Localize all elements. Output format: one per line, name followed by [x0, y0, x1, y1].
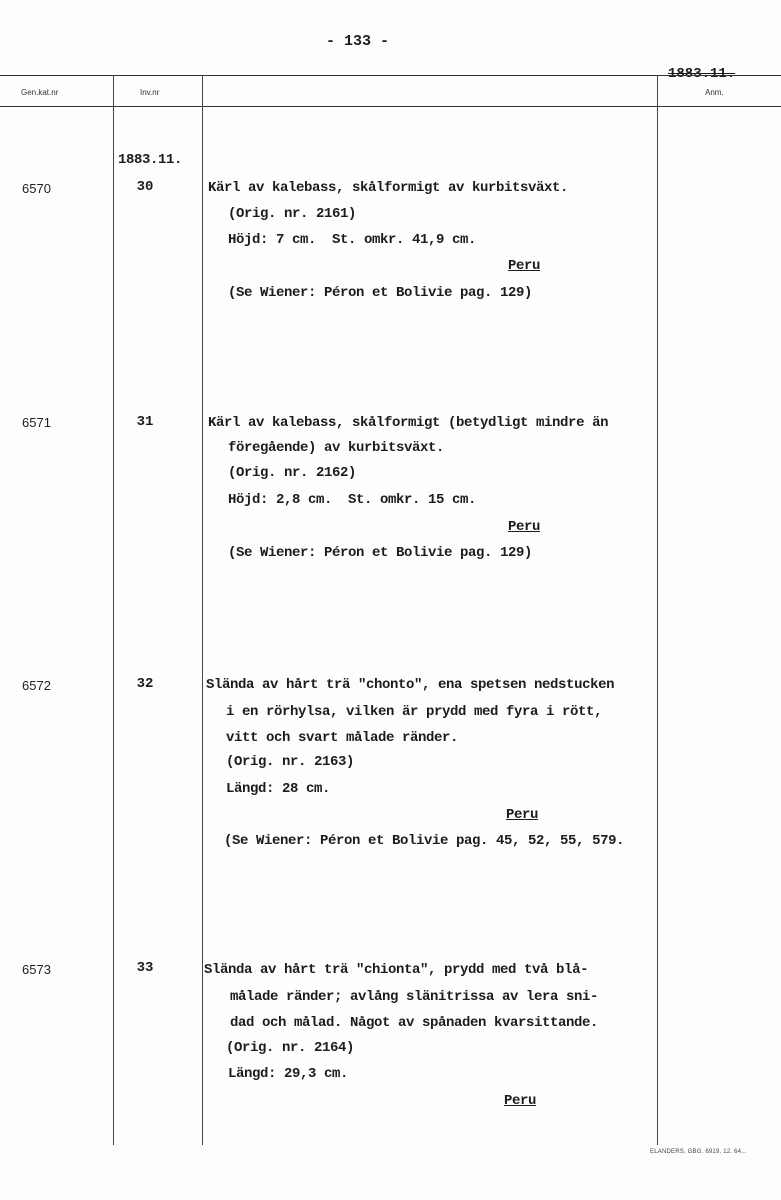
entry-reference: (Se Wiener: Péron et Bolivie pag. 129)	[228, 285, 533, 301]
entry-description-line: Längd: 29,3 cm.	[228, 1066, 349, 1082]
column-header-gen-kat: Gen.kat.nr	[21, 88, 59, 97]
entry-description-line: i en rörhylsa, vilken är prydd med fyra i rött,	[226, 704, 603, 720]
running-head-date: 1883.11.	[668, 66, 736, 82]
entry-description-line: (Orig. nr. 2161)	[228, 206, 357, 222]
entry-reference: (Se Wiener: Péron et Bolivie pag. 129)	[228, 545, 533, 561]
column-divider	[113, 75, 114, 1145]
entry-cat-number: 6570	[22, 181, 51, 196]
entry-inv-number: 32	[136, 676, 154, 692]
entry-description-line: dad och målad. Något av spånaden kvarsittande.	[230, 1015, 599, 1031]
header-rule-top	[0, 75, 781, 76]
printer-imprint: ELANDERS, GBG. 6919. 12. 64...	[650, 1149, 747, 1155]
header-rule-bottom	[0, 106, 781, 107]
year-label: 1883.11.	[118, 152, 183, 168]
page-number: - 133 -	[325, 33, 389, 50]
entry-description-line: Längd: 28 cm.	[226, 781, 331, 797]
entry-description-line: föregående) av kurbitsväxt.	[228, 440, 445, 456]
column-divider	[657, 75, 658, 1145]
entry-description-line: Höjd: 7 cm. St. omkr. 41,9 cm.	[228, 232, 477, 248]
entry-description-line: (Orig. nr. 2163)	[226, 754, 355, 770]
entry-region: Peru	[508, 519, 541, 535]
entry-cat-number: 6573	[22, 962, 51, 977]
column-header-anm: Anm.	[705, 88, 724, 97]
entry-region: Peru	[508, 258, 541, 274]
entry-description-line: Slända av hårt trä "chonto", ena spetsen nedstucken	[206, 677, 615, 693]
column-divider	[202, 75, 203, 1145]
entry-region: Peru	[504, 1093, 537, 1109]
entry-cat-number: 6572	[22, 678, 51, 693]
entry-reference: (Se Wiener: Péron et Bolivie pag. 45, 52, 55, 579.	[224, 833, 625, 849]
entry-description-line: Kärl av kalebass, skålformigt av kurbitsväxt.	[208, 180, 569, 196]
entry-inv-number: 33	[136, 960, 154, 976]
entry-description-line: (Orig. nr. 2162)	[228, 465, 357, 481]
entry-inv-number: 31	[136, 414, 154, 430]
entry-description-line: målade ränder; avlång slänitrissa av lera sni-	[230, 989, 599, 1005]
entry-description-line: vitt och svart målade ränder.	[226, 730, 459, 746]
entry-cat-number: 6571	[22, 415, 51, 430]
entry-inv-number: 30	[136, 179, 154, 195]
entry-region: Peru	[506, 807, 539, 823]
entry-description-line: Höjd: 2,8 cm. St. omkr. 15 cm.	[228, 492, 477, 508]
entry-description-line: (Orig. nr. 2164)	[226, 1040, 355, 1056]
column-header-inv: Inv.nr	[140, 88, 160, 97]
entry-description-line: Slända av hårt trä "chionta", prydd med två blå-	[204, 962, 589, 978]
entry-description-line: Kärl av kalebass, skålformigt (betydligt mindre än	[208, 415, 609, 431]
